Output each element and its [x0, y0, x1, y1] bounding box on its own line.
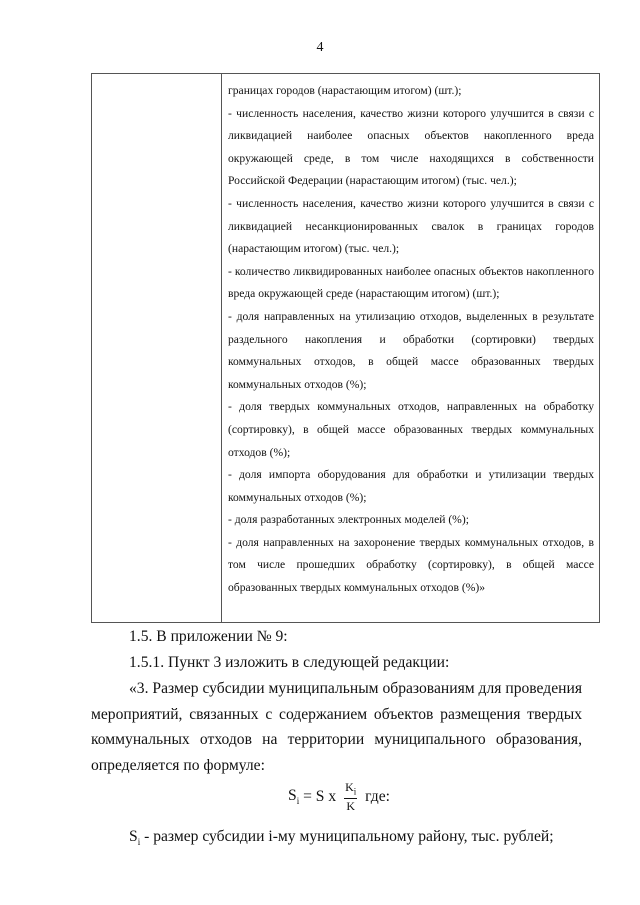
formula-lhs: $S_i$	[288, 787, 300, 807]
paragraph-appendix: 1.5. В приложении № 9:	[129, 628, 288, 645]
table-item: - численность населения, качество жизни которого улучшится в связи с ликвидацией несанкционированных свалок в границах городов (нарастающим итогом) (тыс. чел.);	[228, 196, 594, 256]
table-item: - доля направленных на захоронение твердых коммунальных отходов, в том числе прошедших обработку (сортировку), в общей массе образованных твердых коммунальных отходов (%)»	[228, 535, 594, 595]
table-item: границах городов (нарастающим итогом) (шт.);	[228, 84, 462, 97]
formula-tail: где:	[361, 787, 390, 805]
subsidy-formula	[288, 781, 390, 812]
table-item: - количество ликвидированных наиболее опасных объектов накопленного вреда окружающей среде (нарастающим итогом) (шт.);	[228, 264, 594, 301]
paragraph-definition: $S_i$ - размер субсидии i-му муниципальному району, тыс. рублей;	[129, 828, 554, 848]
table-item: - доля разработанных электронных моделей (%);	[228, 513, 469, 527]
page-number: 4	[316, 40, 324, 55]
paragraph-subsidy: «3. Размер субсидии муниципальным образованиям для проведения мероприятий, связанных с содержанием объектов размещения твердых коммунальных отходов на территории муниципального образования, определяется по формуле:	[91, 680, 582, 774]
paragraph-clause: 1.5.1. Пункт 3 изложить в следующей редакции:	[129, 654, 450, 671]
formula-mid: = S x	[299, 787, 341, 805]
table-item: - доля твердых коммунальных отходов, направленных на обработку (сортировку), в общей массе образованных твердых коммунальных отходов (%);	[228, 400, 594, 459]
table-cell-indicators	[228, 80, 594, 600]
formula-fraction: $\frac{K_i}{K}$	[345, 780, 357, 814]
table-item: - доля импорта оборудования для обработки и утилизации твердых коммунальных отходов (%);	[228, 468, 594, 504]
table-item: - численность населения, качество жизни которого улучшится в связи с ликвидацией наиболее опасных объектов накопленного вреда окружающей среде, в том числе находящихся в собственности Российской Федерации (нарастающим итогом) (тыс. чел.);	[228, 106, 594, 188]
table-item: - доля направленных на утилизацию отходов, выделенных в результате раздельного накопления и обработки (сортировки) твердых коммунальных отходов, в общей массе образованных твердых коммунальных отходов (%);	[228, 309, 594, 391]
indicator-table	[91, 73, 600, 623]
table-column-divider	[221, 74, 222, 622]
